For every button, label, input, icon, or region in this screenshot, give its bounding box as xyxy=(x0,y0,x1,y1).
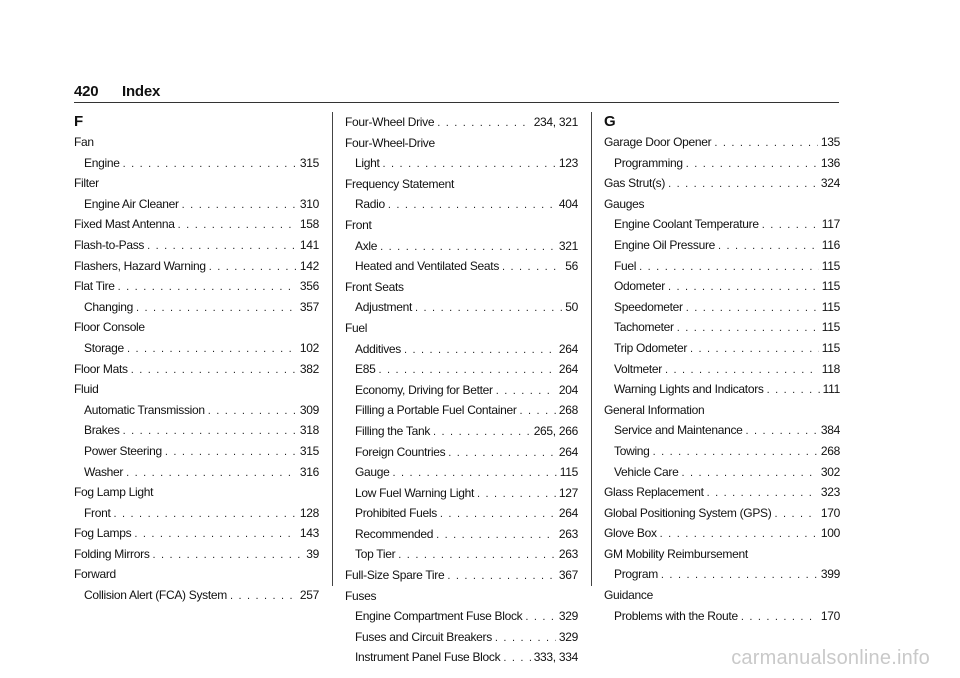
dot-leader xyxy=(208,401,297,422)
dot-leader xyxy=(383,154,556,175)
dot-leader xyxy=(681,463,817,484)
index-entry xyxy=(604,132,840,153)
page-reference: 158 xyxy=(299,217,319,232)
index-subentry xyxy=(345,194,578,215)
entry-text: Engine xyxy=(84,155,120,170)
page-reference: 329 xyxy=(558,629,578,644)
index-entry xyxy=(604,544,840,565)
index-entry xyxy=(604,400,840,421)
page-reference: 143 xyxy=(299,526,319,541)
entry-text: Warning Lights and Indicators xyxy=(614,382,764,397)
dot-leader xyxy=(520,401,556,422)
entry-text: Engine Compartment Fuse Block xyxy=(355,609,523,624)
index-subentry xyxy=(604,276,840,297)
entry-text: Fog Lamps xyxy=(74,526,132,541)
page-reference: 135 xyxy=(820,135,840,149)
index-subentry xyxy=(345,627,578,648)
entry-text: Glove Box xyxy=(604,526,657,541)
dot-leader xyxy=(114,504,297,525)
index-entry xyxy=(74,359,319,380)
entry-text: Changing xyxy=(84,299,133,314)
entry-text: Fog Lamp Light xyxy=(74,485,154,500)
page-reference: 302 xyxy=(820,464,840,479)
page-reference: 115 xyxy=(821,279,840,294)
entry-text: Engine Coolant Temperature xyxy=(614,217,759,232)
dot-leader xyxy=(118,277,297,298)
index-entry xyxy=(74,235,319,256)
dot-leader xyxy=(433,422,531,443)
page-reference: 117 xyxy=(821,217,840,232)
index-subentry xyxy=(345,297,578,318)
dot-leader xyxy=(496,381,556,402)
entry-text: Recommended xyxy=(355,526,434,541)
index-entry xyxy=(345,174,578,195)
dot-leader xyxy=(437,113,530,134)
page-reference: 39 xyxy=(306,546,319,561)
dot-leader xyxy=(440,504,556,525)
index-subentry xyxy=(345,153,578,174)
dot-leader xyxy=(690,339,819,360)
dot-leader xyxy=(153,545,304,566)
dot-leader xyxy=(209,257,297,278)
dot-leader xyxy=(686,154,818,175)
dot-leader xyxy=(714,133,818,154)
entry-text: Automatic Transmission xyxy=(84,402,205,417)
entry-text: Floor Console xyxy=(74,320,145,335)
dot-leader xyxy=(762,215,819,236)
dot-leader xyxy=(502,257,562,278)
entry-text: Flat Tire xyxy=(74,279,115,294)
entry-text: Filter xyxy=(74,176,99,191)
dot-leader xyxy=(415,298,562,319)
page-reference: 141 xyxy=(299,237,319,252)
index-subentry xyxy=(345,647,578,668)
page-number: 420 xyxy=(74,83,99,100)
page-reference: 357 xyxy=(299,299,319,314)
watermark: carmanualsonline.info xyxy=(731,647,930,669)
dot-leader xyxy=(686,298,819,319)
index-subentry xyxy=(604,606,840,627)
index-entry xyxy=(604,194,840,215)
entry-text: Brakes xyxy=(84,423,120,438)
index-entry xyxy=(345,586,578,607)
entry-text: Engine Air Cleaner xyxy=(84,196,179,211)
index-subentry xyxy=(345,380,578,401)
index-subentry xyxy=(604,359,840,380)
dot-leader xyxy=(774,504,817,525)
index-subentry xyxy=(345,503,578,524)
page-reference: 324 xyxy=(820,176,840,191)
page-reference: 265, 266 xyxy=(533,423,578,438)
entry-text: Vehicle Care xyxy=(614,464,679,479)
index-entry xyxy=(74,317,319,338)
index-subentry xyxy=(604,214,840,235)
page-reference: 56 xyxy=(565,259,578,274)
dot-leader xyxy=(398,545,556,566)
index-entry xyxy=(604,482,840,503)
entry-text: Instrument Panel Fuse Block xyxy=(355,650,501,665)
entry-text: Forward xyxy=(74,567,116,582)
entry-text: Storage xyxy=(84,340,124,355)
entry-text: Economy, Driving for Better xyxy=(355,382,493,397)
page-reference: 257 xyxy=(299,588,319,603)
dot-leader xyxy=(668,277,819,298)
page-reference: 102 xyxy=(299,340,319,355)
dot-leader xyxy=(448,443,556,464)
entry-text: Flashers, Hazard Warning xyxy=(74,258,206,273)
dot-leader xyxy=(477,484,556,505)
dot-leader xyxy=(746,421,818,442)
dot-leader xyxy=(525,607,555,628)
index-column-1 xyxy=(74,112,319,606)
page-reference: 142 xyxy=(299,258,319,273)
dot-leader xyxy=(380,237,556,258)
index-subentry xyxy=(345,606,578,627)
index-entry xyxy=(74,523,319,544)
index-subentry xyxy=(345,544,578,565)
entry-text: Power Steering xyxy=(84,443,162,458)
index-subentry xyxy=(345,236,578,257)
entry-text: Foreign Countries xyxy=(355,444,446,459)
entry-text: Fuel xyxy=(345,320,368,335)
index-subentry xyxy=(74,441,319,462)
page-reference: 116 xyxy=(821,237,840,252)
index-entry xyxy=(74,173,319,194)
page-reference: 264 xyxy=(558,341,578,356)
page-reference: 264 xyxy=(558,506,578,521)
entry-text: Fuel xyxy=(614,258,637,273)
page-reference: 384 xyxy=(820,423,840,438)
page-reference: 268 xyxy=(558,403,578,418)
entry-text: Tachometer xyxy=(614,320,674,335)
index-entry xyxy=(74,564,319,585)
page-reference: 316 xyxy=(299,464,319,479)
dot-leader xyxy=(503,648,530,669)
dot-leader xyxy=(660,524,818,545)
entry-text: Front Seats xyxy=(345,279,404,294)
entry-text: Fixed Mast Antenna xyxy=(74,217,175,232)
entry-text: Service and Maintenance xyxy=(614,423,743,438)
index-entry xyxy=(74,276,319,297)
index-subentry xyxy=(345,483,578,504)
page-header xyxy=(74,80,839,103)
page-reference: 170 xyxy=(820,608,840,623)
entry-text: Problems with the Route xyxy=(614,608,738,623)
page-reference: 115 xyxy=(821,299,840,314)
section-letter: F xyxy=(74,113,83,130)
entry-text: Heated and Ventilated Seats xyxy=(355,259,500,274)
entry-text: Light xyxy=(355,156,380,171)
page-reference: 333, 334 xyxy=(533,650,578,665)
index-subentry xyxy=(604,235,840,256)
dot-leader xyxy=(127,339,297,360)
index-subentry xyxy=(604,441,840,462)
index-subentry xyxy=(74,420,319,441)
dot-leader xyxy=(767,380,820,401)
index-entry xyxy=(345,277,578,298)
index-subentry xyxy=(74,153,319,174)
entry-text: Garage Door Opener xyxy=(604,135,712,149)
entry-text: Four-Wheel-Drive xyxy=(345,135,435,150)
dot-leader xyxy=(661,565,818,586)
entry-text: Glass Replacement xyxy=(604,485,704,500)
index-entry xyxy=(74,482,319,503)
entry-text: Collision Alert (FCA) System xyxy=(84,588,227,603)
dot-leader xyxy=(668,174,818,195)
page-reference: 50 xyxy=(565,300,578,315)
entry-text: Floor Mats xyxy=(74,361,128,376)
dot-leader xyxy=(123,421,297,442)
page-reference: 136 xyxy=(820,155,840,170)
entry-text: Radio xyxy=(355,197,385,212)
page-reference: 263 xyxy=(558,526,578,541)
page-reference: 399 xyxy=(820,567,840,582)
entry-text: Guidance xyxy=(604,588,653,603)
page-reference: 115 xyxy=(559,465,578,480)
entry-text: Prohibited Fuels xyxy=(355,506,437,521)
index-subentry xyxy=(74,338,319,359)
entry-text: GM Mobility Reimbursement xyxy=(604,546,748,561)
entry-text: Top Tier xyxy=(355,547,396,562)
dot-leader xyxy=(126,463,297,484)
entry-text: E85 xyxy=(355,362,376,377)
dot-leader xyxy=(136,298,297,319)
index-entry xyxy=(604,523,840,544)
index-entry xyxy=(74,214,319,235)
index-entry xyxy=(604,585,840,606)
page-reference: 356 xyxy=(299,279,319,294)
entry-text: Flash-to-Pass xyxy=(74,237,145,252)
index-entry xyxy=(74,256,319,277)
entry-text: Adjustment xyxy=(355,300,413,315)
dot-leader xyxy=(653,442,818,463)
dot-leader xyxy=(123,154,297,175)
page-reference: 127 xyxy=(558,485,578,500)
page-reference: 404 xyxy=(558,197,578,212)
dot-leader xyxy=(741,607,818,628)
entry-text: Speedometer xyxy=(614,299,683,314)
index-subentry xyxy=(345,339,578,360)
entry-text: Front xyxy=(345,217,372,232)
column-divider xyxy=(332,112,333,586)
index-subentry xyxy=(604,153,840,174)
page-reference: 315 xyxy=(299,155,319,170)
dot-leader xyxy=(665,360,819,381)
entry-text: Four-Wheel Drive xyxy=(345,115,435,129)
entry-text: General Information xyxy=(604,402,705,417)
entry-text: Odometer xyxy=(614,279,665,294)
dot-leader xyxy=(707,483,818,504)
dot-leader xyxy=(718,236,819,257)
page-reference: 268 xyxy=(820,443,840,458)
page-reference: 115 xyxy=(821,340,840,355)
page-reference: 115 xyxy=(821,320,840,335)
dot-leader xyxy=(393,463,557,484)
entry-text: Global Positioning System (GPS) xyxy=(604,505,772,520)
entry-text: Program xyxy=(614,567,658,582)
dot-leader xyxy=(147,236,297,257)
entry-text: Fuses xyxy=(345,588,377,603)
index-subentry xyxy=(345,524,578,545)
index-subentry xyxy=(74,194,319,215)
page-reference: 111 xyxy=(822,382,840,397)
page-reference: 309 xyxy=(299,402,319,417)
index-subentry xyxy=(604,420,840,441)
index-entry xyxy=(345,133,578,154)
dot-leader xyxy=(165,442,297,463)
page-reference: 315 xyxy=(299,443,319,458)
page-reference: 321 xyxy=(558,238,578,253)
entry-text: Filling a Portable Fuel Container xyxy=(355,403,517,418)
index-subentry xyxy=(74,297,319,318)
column-divider xyxy=(591,112,592,586)
entry-text: Fan xyxy=(74,135,94,149)
index-column-3 xyxy=(604,112,840,626)
index-subentry xyxy=(604,379,840,400)
entry-text: Folding Mirrors xyxy=(74,546,150,561)
page-title: Index xyxy=(122,83,161,100)
dot-leader xyxy=(495,628,556,649)
index-entry xyxy=(345,112,578,133)
entry-text: Voltmeter xyxy=(614,361,662,376)
dot-leader xyxy=(230,586,297,607)
page-reference: 310 xyxy=(299,196,319,211)
page-reference: 318 xyxy=(299,423,319,438)
entry-text: Full-Size Spare Tire xyxy=(345,568,445,583)
section-letter: G xyxy=(604,113,616,130)
entry-text: Fuses and Circuit Breakers xyxy=(355,629,492,644)
index-subentry xyxy=(74,400,319,421)
index-column-2 xyxy=(345,112,578,668)
entry-text: Trip Odometer xyxy=(614,340,688,355)
entry-text: Low Fuel Warning Light xyxy=(355,485,475,500)
page-reference: 263 xyxy=(558,547,578,562)
index-entry xyxy=(74,379,319,400)
index-entry xyxy=(74,132,319,153)
index-entry xyxy=(345,215,578,236)
page-reference: 329 xyxy=(558,609,578,624)
entry-text: Engine Oil Pressure xyxy=(614,237,716,252)
index-subentry xyxy=(604,256,840,277)
entry-text: Gas Strut(s) xyxy=(604,176,666,191)
entry-text: Frequency Statement xyxy=(345,176,455,191)
index-subentry xyxy=(604,317,840,338)
dot-leader xyxy=(677,318,819,339)
dot-leader xyxy=(436,525,556,546)
page-reference: 123 xyxy=(558,156,578,171)
entry-text: Axle xyxy=(355,238,378,253)
page-reference: 118 xyxy=(821,361,840,376)
dot-leader xyxy=(404,340,556,361)
index-subentry xyxy=(604,338,840,359)
index-subentry xyxy=(604,564,840,585)
entry-text: Towing xyxy=(614,443,650,458)
entry-text: Gauges xyxy=(604,196,645,211)
dot-leader xyxy=(131,360,297,381)
index-subentry xyxy=(604,462,840,483)
dot-leader xyxy=(178,215,297,236)
dot-leader xyxy=(378,360,555,381)
index-entry xyxy=(604,173,840,194)
index-subentry xyxy=(345,462,578,483)
page-reference: 170 xyxy=(820,505,840,520)
page-reference: 264 xyxy=(558,362,578,377)
page-reference: 100 xyxy=(820,526,840,541)
index-entry xyxy=(74,544,319,565)
entry-text: Washer xyxy=(84,464,124,479)
index-subentry xyxy=(345,359,578,380)
page-reference: 382 xyxy=(299,361,319,376)
index-subentry xyxy=(74,585,319,606)
page-reference: 128 xyxy=(299,505,319,520)
page-reference: 204 xyxy=(558,382,578,397)
entry-text: Filling the Tank xyxy=(355,423,431,438)
entry-text: Fluid xyxy=(74,382,99,397)
dot-leader xyxy=(134,524,297,545)
index-subentry xyxy=(74,503,319,524)
dot-leader xyxy=(388,195,556,216)
index-subentry xyxy=(345,400,578,421)
index-subentry xyxy=(604,297,840,318)
page-reference: 323 xyxy=(820,485,840,500)
entry-text: Programming xyxy=(614,155,683,170)
page-reference: 234, 321 xyxy=(533,115,578,129)
index-entry xyxy=(604,503,840,524)
entry-text: Additives xyxy=(355,341,401,356)
index-entry xyxy=(345,318,578,339)
page-reference: 367 xyxy=(558,568,578,583)
dot-leader xyxy=(182,195,297,216)
index-subentry xyxy=(345,421,578,442)
index-subentry xyxy=(345,256,578,277)
page-reference: 264 xyxy=(558,444,578,459)
entry-text: Gauge xyxy=(355,465,390,480)
page-reference: 115 xyxy=(821,258,840,273)
index-subentry xyxy=(345,442,578,463)
index-subentry xyxy=(74,462,319,483)
dot-leader xyxy=(639,257,819,278)
dot-leader xyxy=(447,566,556,587)
index-entry xyxy=(345,565,578,586)
entry-text: Front xyxy=(84,505,111,520)
